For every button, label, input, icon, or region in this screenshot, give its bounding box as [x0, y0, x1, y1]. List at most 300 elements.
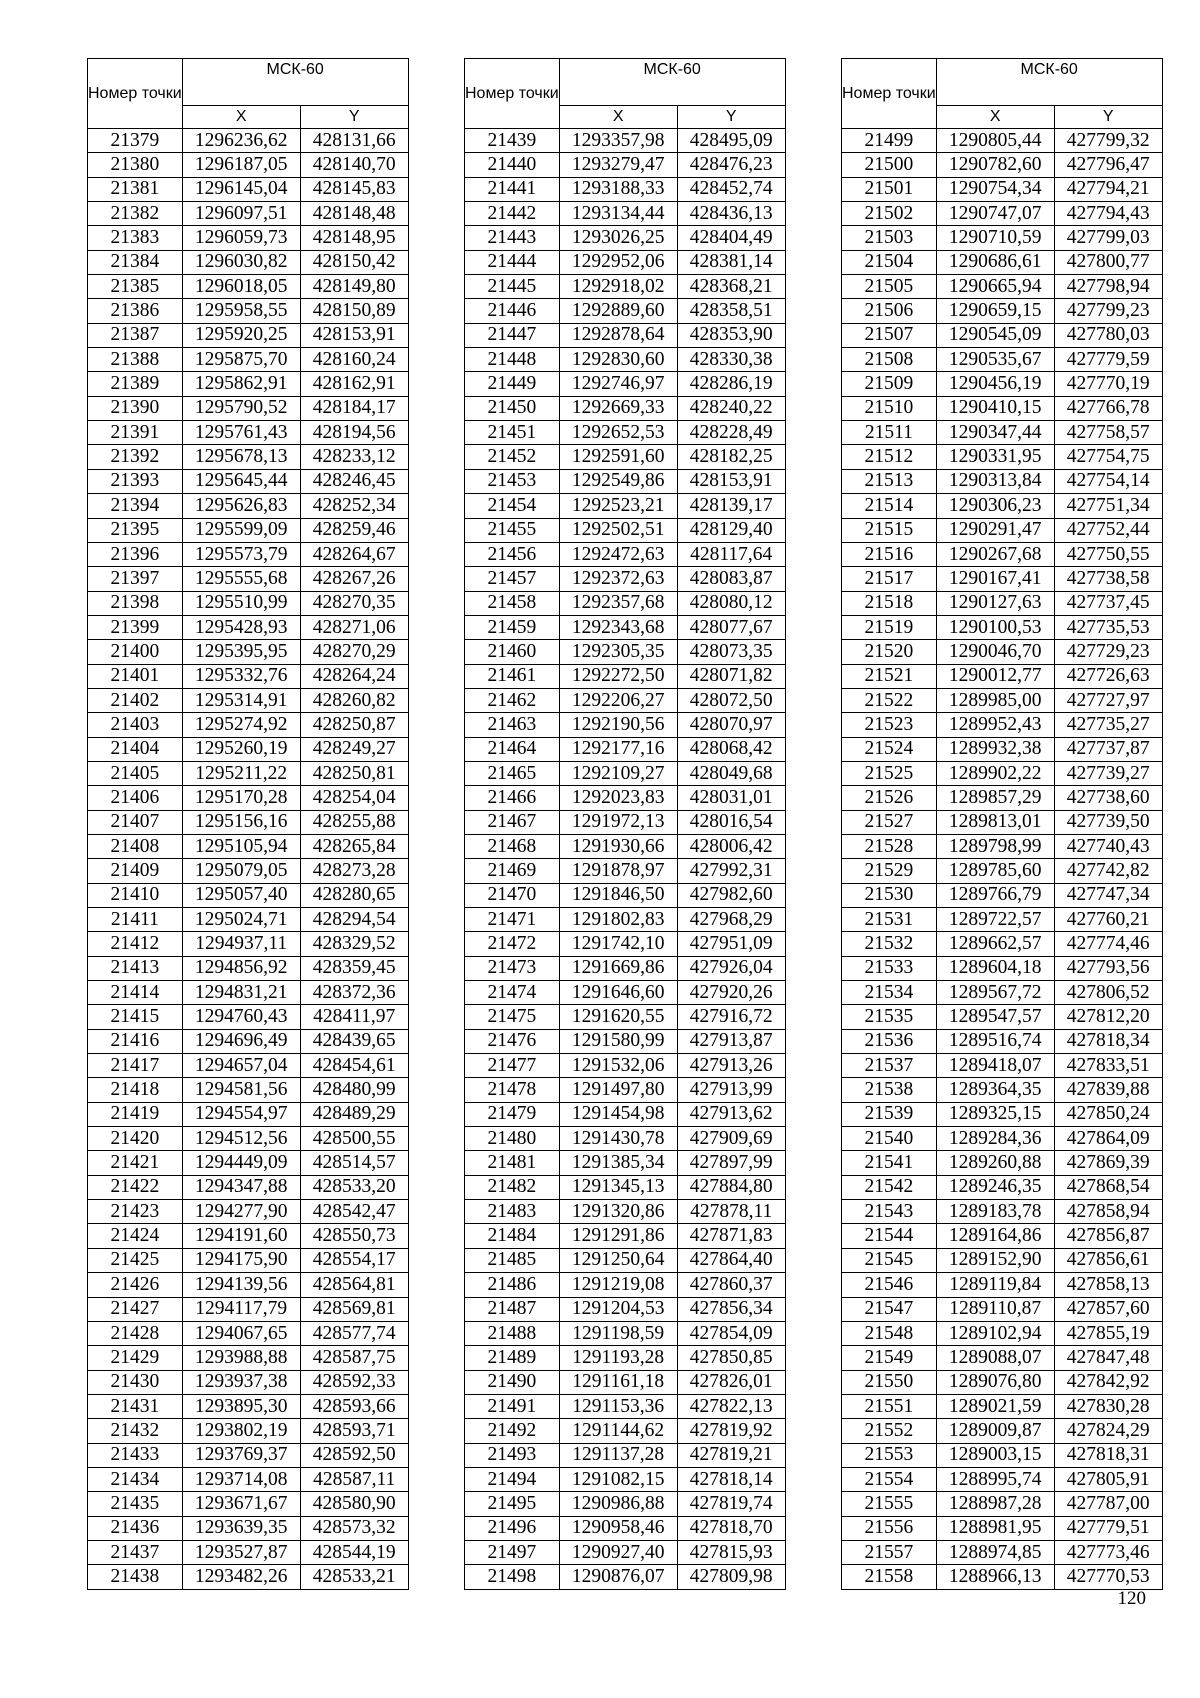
table-row — [842, 445, 1163, 469]
y-coordinate-cell: 428228,49 — [677, 421, 785, 445]
y-coordinate-cell: 428049,68 — [677, 761, 785, 785]
x-coordinate-cell: 1292343,68 — [559, 615, 677, 639]
point-number-cell: 21542 — [842, 1175, 937, 1199]
y-coordinate-cell: 427818,70 — [677, 1516, 785, 1540]
x-coordinate-cell: 1292109,27 — [559, 761, 677, 785]
table-row — [842, 421, 1163, 445]
y-coordinate-cell: 428544,19 — [300, 1540, 408, 1564]
x-coordinate-cell: 1295332,76 — [182, 664, 300, 688]
table-row — [88, 859, 409, 883]
y-coordinate-cell: 428592,33 — [300, 1370, 408, 1394]
point-number-cell: 21472 — [465, 932, 560, 956]
x-coordinate-cell: 1292889,60 — [559, 299, 677, 323]
point-number-cell: 21489 — [465, 1346, 560, 1370]
point-number-cell: 21486 — [465, 1273, 560, 1297]
point-number-cell: 21510 — [842, 396, 937, 420]
x-coordinate-cell: 1294067,65 — [182, 1321, 300, 1345]
point-number-cell: 21458 — [465, 591, 560, 615]
y-coordinate-cell: 427856,61 — [1054, 1248, 1162, 1272]
y-coordinate-cell: 427850,85 — [677, 1346, 785, 1370]
point-number-cell: 21434 — [88, 1467, 183, 1491]
point-number-cell: 21498 — [465, 1565, 560, 1589]
x-coordinate-cell: 1291345,13 — [559, 1175, 677, 1199]
point-number-cell: 21389 — [88, 372, 183, 396]
table-row — [842, 1297, 1163, 1321]
point-number-cell: 21497 — [465, 1540, 560, 1564]
y-coordinate-cell: 428542,47 — [300, 1200, 408, 1224]
y-coordinate-cell: 428139,17 — [677, 494, 785, 518]
y-coordinate-cell: 427850,24 — [1054, 1102, 1162, 1126]
table-row — [842, 372, 1163, 396]
table-row — [88, 518, 409, 542]
table-row — [465, 688, 786, 712]
table-row — [88, 1151, 409, 1175]
y-coordinate-cell: 428073,35 — [677, 640, 785, 664]
table-row — [88, 1419, 409, 1443]
x-coordinate-cell: 1289567,72 — [936, 981, 1054, 1005]
table-row — [88, 908, 409, 932]
x-coordinate-cell: 1294937,11 — [182, 932, 300, 956]
table-row — [88, 737, 409, 761]
x-coordinate-cell: 1291193,28 — [559, 1346, 677, 1370]
x-coordinate-cell: 1294760,43 — [182, 1005, 300, 1029]
point-number-cell: 21466 — [465, 786, 560, 810]
point-number-cell: 21409 — [88, 859, 183, 883]
point-number-cell: 21382 — [88, 202, 183, 226]
point-number-cell: 21520 — [842, 640, 937, 664]
y-coordinate-cell: 428233,12 — [300, 445, 408, 469]
x-coordinate-cell: 1289902,22 — [936, 761, 1054, 785]
x-coordinate-cell: 1291742,10 — [559, 932, 677, 956]
y-coordinate-cell: 428580,90 — [300, 1492, 408, 1516]
point-number-cell: 21411 — [88, 908, 183, 932]
y-coordinate-cell: 428495,09 — [677, 129, 785, 153]
y-coordinate-cell: 428006,42 — [677, 834, 785, 858]
table-row — [88, 1321, 409, 1345]
x-coordinate-cell: 1289364,35 — [936, 1078, 1054, 1102]
x-coordinate-cell: 1291153,36 — [559, 1394, 677, 1418]
y-coordinate-cell: 427818,31 — [1054, 1443, 1162, 1467]
y-coordinate-cell: 427735,53 — [1054, 615, 1162, 639]
table-row — [88, 226, 409, 250]
table-row — [842, 664, 1163, 688]
point-number-cell: 21474 — [465, 981, 560, 1005]
x-coordinate-cell: 1295599,09 — [182, 518, 300, 542]
y-coordinate-cell: 427842,92 — [1054, 1370, 1162, 1394]
table-row — [842, 1346, 1163, 1370]
table-row — [88, 761, 409, 785]
table-row — [842, 1516, 1163, 1540]
point-number-cell: 21468 — [465, 834, 560, 858]
point-number-cell: 21423 — [88, 1200, 183, 1224]
y-coordinate-cell: 427751,34 — [1054, 494, 1162, 518]
table-row — [465, 761, 786, 785]
point-number-cell: 21384 — [88, 250, 183, 274]
y-column-header: Y — [677, 105, 785, 128]
point-number-cell: 21402 — [88, 688, 183, 712]
x-coordinate-cell: 1290782,60 — [936, 153, 1054, 177]
table-row — [88, 1516, 409, 1540]
x-coordinate-cell: 1293895,30 — [182, 1394, 300, 1418]
x-coordinate-cell: 1294175,90 — [182, 1248, 300, 1272]
table-row — [88, 1102, 409, 1126]
table-row — [88, 323, 409, 347]
y-coordinate-cell: 427737,87 — [1054, 737, 1162, 761]
y-coordinate-cell: 427819,21 — [677, 1443, 785, 1467]
point-number-cell: 21505 — [842, 275, 937, 299]
point-number-cell: 21437 — [88, 1540, 183, 1564]
table-row — [88, 688, 409, 712]
table-row — [842, 1394, 1163, 1418]
table-row — [842, 1200, 1163, 1224]
y-coordinate-cell: 427758,57 — [1054, 421, 1162, 445]
point-number-cell: 21487 — [465, 1297, 560, 1321]
point-number-cell: 21387 — [88, 323, 183, 347]
table-row — [465, 153, 786, 177]
x-coordinate-cell: 1293639,35 — [182, 1516, 300, 1540]
table-row — [88, 956, 409, 980]
table-row — [465, 396, 786, 420]
y-coordinate-cell: 427824,29 — [1054, 1419, 1162, 1443]
point-number-cell: 21418 — [88, 1078, 183, 1102]
table-row — [465, 1102, 786, 1126]
x-coordinate-cell: 1296030,82 — [182, 250, 300, 274]
x-coordinate-cell: 1292372,63 — [559, 567, 677, 591]
y-coordinate-cell: 428564,81 — [300, 1273, 408, 1297]
y-coordinate-cell: 428150,42 — [300, 250, 408, 274]
y-coordinate-cell: 427968,29 — [677, 908, 785, 932]
x-coordinate-cell: 1295428,93 — [182, 615, 300, 639]
table-row — [88, 396, 409, 420]
point-number-cell: 21444 — [465, 250, 560, 274]
x-coordinate-cell: 1291669,86 — [559, 956, 677, 980]
y-coordinate-cell: 427798,94 — [1054, 275, 1162, 299]
point-number-cell: 21536 — [842, 1029, 937, 1053]
table-row — [842, 908, 1163, 932]
x-coordinate-cell: 1293026,25 — [559, 226, 677, 250]
point-number-cell: 21407 — [88, 810, 183, 834]
point-number-cell: 21506 — [842, 299, 937, 323]
table-row — [465, 932, 786, 956]
point-number-cell: 21499 — [842, 129, 937, 153]
y-coordinate-cell: 427747,34 — [1054, 883, 1162, 907]
y-coordinate-cell: 427864,09 — [1054, 1127, 1162, 1151]
point-number-cell: 21448 — [465, 348, 560, 372]
table-row — [465, 1151, 786, 1175]
table-row — [465, 956, 786, 980]
point-number-cell: 21483 — [465, 1200, 560, 1224]
x-coordinate-cell: 1296187,05 — [182, 153, 300, 177]
y-coordinate-cell: 427860,37 — [677, 1273, 785, 1297]
y-coordinate-cell: 428533,20 — [300, 1175, 408, 1199]
point-number-cell: 21414 — [88, 981, 183, 1005]
table-row — [842, 786, 1163, 810]
table-row — [88, 615, 409, 639]
point-number-cell: 21501 — [842, 177, 937, 201]
point-number-cell: 21522 — [842, 688, 937, 712]
table-row — [88, 591, 409, 615]
y-coordinate-cell: 427739,27 — [1054, 761, 1162, 785]
point-number-cell: 21496 — [465, 1516, 560, 1540]
y-coordinate-cell: 428587,11 — [300, 1467, 408, 1491]
table-row — [842, 981, 1163, 1005]
x-coordinate-cell: 1292190,56 — [559, 713, 677, 737]
point-number-cell: 21404 — [88, 737, 183, 761]
x-coordinate-cell: 1295920,25 — [182, 323, 300, 347]
x-coordinate-cell: 1291291,86 — [559, 1224, 677, 1248]
table-row — [465, 1443, 786, 1467]
table-row — [842, 883, 1163, 907]
table-row — [88, 1467, 409, 1491]
table-row — [842, 834, 1163, 858]
y-coordinate-cell: 428436,13 — [677, 202, 785, 226]
y-coordinate-cell: 428182,25 — [677, 445, 785, 469]
table-row — [88, 567, 409, 591]
point-number-cell: 21443 — [465, 226, 560, 250]
point-number-cell: 21401 — [88, 664, 183, 688]
x-coordinate-cell: 1293279,47 — [559, 153, 677, 177]
table-row — [465, 1516, 786, 1540]
point-number-cell: 21412 — [88, 932, 183, 956]
y-coordinate-cell: 428280,65 — [300, 883, 408, 907]
x-coordinate-cell: 1292206,27 — [559, 688, 677, 712]
x-coordinate-cell: 1296236,62 — [182, 129, 300, 153]
x-coordinate-cell: 1290754,34 — [936, 177, 1054, 201]
y-coordinate-cell: 428265,84 — [300, 834, 408, 858]
table-row — [465, 1321, 786, 1345]
table-row — [88, 1540, 409, 1564]
y-coordinate-cell: 427779,59 — [1054, 348, 1162, 372]
x-coordinate-cell: 1289003,15 — [936, 1443, 1054, 1467]
point-number-cell: 21379 — [88, 129, 183, 153]
coordinate-table-3 — [841, 58, 1163, 1590]
table-row — [465, 883, 786, 907]
x-coordinate-cell: 1289246,35 — [936, 1175, 1054, 1199]
x-coordinate-cell: 1292669,33 — [559, 396, 677, 420]
x-coordinate-cell: 1294831,21 — [182, 981, 300, 1005]
x-coordinate-cell: 1290665,94 — [936, 275, 1054, 299]
x-coordinate-cell: 1290456,19 — [936, 372, 1054, 396]
x-coordinate-cell: 1291385,34 — [559, 1151, 677, 1175]
x-coordinate-cell: 1294657,04 — [182, 1054, 300, 1078]
table-row — [88, 883, 409, 907]
y-coordinate-cell: 427897,99 — [677, 1151, 785, 1175]
y-coordinate-cell: 428533,21 — [300, 1565, 408, 1589]
y-coordinate-cell: 428149,80 — [300, 275, 408, 299]
point-number-cell: 21484 — [465, 1224, 560, 1248]
point-number-cell: 21490 — [465, 1370, 560, 1394]
x-coordinate-cell: 1289985,00 — [936, 688, 1054, 712]
point-number-cell: 21523 — [842, 713, 937, 737]
table-row — [465, 713, 786, 737]
table-row — [88, 786, 409, 810]
point-number-cell: 21440 — [465, 153, 560, 177]
table-row — [842, 1370, 1163, 1394]
table-row — [88, 713, 409, 737]
x-coordinate-cell: 1290100,53 — [936, 615, 1054, 639]
point-number-cell: 21518 — [842, 591, 937, 615]
x-coordinate-cell: 1289183,78 — [936, 1200, 1054, 1224]
x-coordinate-cell: 1289102,94 — [936, 1321, 1054, 1345]
y-coordinate-cell: 428329,52 — [300, 932, 408, 956]
y-coordinate-cell: 427766,78 — [1054, 396, 1162, 420]
point-number-cell: 21537 — [842, 1054, 937, 1078]
table-row — [88, 1005, 409, 1029]
y-coordinate-cell: 427818,14 — [677, 1467, 785, 1491]
y-coordinate-cell: 427819,74 — [677, 1492, 785, 1516]
x-coordinate-cell: 1289813,01 — [936, 810, 1054, 834]
point-number-cell: 21529 — [842, 859, 937, 883]
table-row — [465, 494, 786, 518]
table-row — [88, 469, 409, 493]
y-coordinate-cell: 428148,95 — [300, 226, 408, 250]
x-coordinate-cell: 1295314,91 — [182, 688, 300, 712]
table-row — [842, 348, 1163, 372]
point-number-cell: 21555 — [842, 1492, 937, 1516]
table-row — [842, 615, 1163, 639]
point-number-cell: 21461 — [465, 664, 560, 688]
x-coordinate-cell: 1291204,53 — [559, 1297, 677, 1321]
y-coordinate-cell: 428148,48 — [300, 202, 408, 226]
y-coordinate-cell: 427809,98 — [677, 1565, 785, 1589]
point-number-cell: 21503 — [842, 226, 937, 250]
point-number-cell: 21551 — [842, 1394, 937, 1418]
x-coordinate-cell: 1292549,86 — [559, 469, 677, 493]
table-row — [465, 1467, 786, 1491]
y-column-header: Y — [300, 105, 408, 128]
point-number-cell: 21469 — [465, 859, 560, 883]
point-number-cell: 21405 — [88, 761, 183, 785]
point-number-cell: 21442 — [465, 202, 560, 226]
point-number-cell: 21447 — [465, 323, 560, 347]
point-number-cell: 21558 — [842, 1565, 937, 1589]
y-coordinate-cell: 428255,88 — [300, 810, 408, 834]
point-number-cell: 21488 — [465, 1321, 560, 1345]
point-number-cell: 21473 — [465, 956, 560, 980]
x-coordinate-cell: 1292177,16 — [559, 737, 677, 761]
point-number-cell: 21399 — [88, 615, 183, 639]
y-coordinate-cell: 428439,65 — [300, 1029, 408, 1053]
table-row — [842, 1321, 1163, 1345]
table-row — [465, 323, 786, 347]
point-number-cell: 21424 — [88, 1224, 183, 1248]
table-row — [88, 1394, 409, 1418]
y-coordinate-cell: 427826,01 — [677, 1370, 785, 1394]
x-coordinate-cell: 1294554,97 — [182, 1102, 300, 1126]
table-row — [465, 1005, 786, 1029]
table-row — [88, 1127, 409, 1151]
x-coordinate-cell: 1290686,61 — [936, 250, 1054, 274]
point-number-cell: 21453 — [465, 469, 560, 493]
x-coordinate-cell: 1295395,95 — [182, 640, 300, 664]
x-coordinate-cell: 1288966,13 — [936, 1565, 1054, 1589]
y-coordinate-cell: 427726,63 — [1054, 664, 1162, 688]
y-coordinate-cell: 428162,91 — [300, 372, 408, 396]
table-row — [88, 202, 409, 226]
point-number-cell: 21507 — [842, 323, 937, 347]
x-coordinate-cell: 1288987,28 — [936, 1492, 1054, 1516]
table-row — [465, 591, 786, 615]
y-coordinate-cell: 427737,45 — [1054, 591, 1162, 615]
x-coordinate-cell: 1289932,38 — [936, 737, 1054, 761]
x-coordinate-cell: 1295156,16 — [182, 810, 300, 834]
y-coordinate-cell: 428500,55 — [300, 1127, 408, 1151]
y-coordinate-cell: 428569,81 — [300, 1297, 408, 1321]
table-row — [465, 445, 786, 469]
point-number-cell: 21557 — [842, 1540, 937, 1564]
x-coordinate-cell: 1290306,23 — [936, 494, 1054, 518]
point-number-cell: 21479 — [465, 1102, 560, 1126]
y-coordinate-cell: 428145,83 — [300, 177, 408, 201]
y-coordinate-cell: 427822,13 — [677, 1394, 785, 1418]
table-row — [465, 421, 786, 445]
point-number-cell: 21383 — [88, 226, 183, 250]
y-coordinate-cell: 427913,26 — [677, 1054, 785, 1078]
table-row — [88, 1370, 409, 1394]
point-number-cell: 21493 — [465, 1443, 560, 1467]
table-row — [465, 640, 786, 664]
x-coordinate-cell: 1294581,56 — [182, 1078, 300, 1102]
point-number-cell: 21546 — [842, 1273, 937, 1297]
table-row — [465, 737, 786, 761]
table-row — [465, 226, 786, 250]
y-coordinate-cell: 427740,43 — [1054, 834, 1162, 858]
x-coordinate-cell: 1294449,09 — [182, 1151, 300, 1175]
y-coordinate-cell: 428264,24 — [300, 664, 408, 688]
y-coordinate-cell: 428454,61 — [300, 1054, 408, 1078]
x-coordinate-cell: 1288995,74 — [936, 1467, 1054, 1491]
point-number-cell: 21394 — [88, 494, 183, 518]
point-number-cell: 21475 — [465, 1005, 560, 1029]
y-coordinate-cell: 427760,21 — [1054, 908, 1162, 932]
point-number-cell: 21494 — [465, 1467, 560, 1491]
point-number-cell: 21432 — [88, 1419, 183, 1443]
table-row — [88, 1029, 409, 1053]
x-coordinate-cell: 1294117,79 — [182, 1297, 300, 1321]
table-row — [465, 1540, 786, 1564]
y-coordinate-cell: 427774,46 — [1054, 932, 1162, 956]
x-coordinate-cell: 1293482,26 — [182, 1565, 300, 1589]
table-row — [465, 129, 786, 153]
point-number-cell: 21460 — [465, 640, 560, 664]
table-row — [88, 1175, 409, 1199]
y-coordinate-cell: 428194,56 — [300, 421, 408, 445]
x-coordinate-cell: 1294856,92 — [182, 956, 300, 980]
y-coordinate-cell: 427793,56 — [1054, 956, 1162, 980]
y-coordinate-cell: 427729,23 — [1054, 640, 1162, 664]
x-coordinate-cell: 1295105,94 — [182, 834, 300, 858]
table-row — [842, 1102, 1163, 1126]
table-row — [88, 299, 409, 323]
x-coordinate-cell: 1290347,44 — [936, 421, 1054, 445]
table-row — [88, 1078, 409, 1102]
point-number-cell: 21410 — [88, 883, 183, 907]
point-number-cell: 21385 — [88, 275, 183, 299]
x-coordinate-cell: 1296145,04 — [182, 177, 300, 201]
table-row — [465, 250, 786, 274]
point-number-cell: 21403 — [88, 713, 183, 737]
x-coordinate-cell: 1291250,64 — [559, 1248, 677, 1272]
point-number-cell: 21530 — [842, 883, 937, 907]
point-number-cell: 21408 — [88, 834, 183, 858]
point-number-cell: 21543 — [842, 1200, 937, 1224]
y-coordinate-cell: 427857,60 — [1054, 1297, 1162, 1321]
y-coordinate-cell: 428129,40 — [677, 518, 785, 542]
x-coordinate-cell: 1292652,53 — [559, 421, 677, 445]
point-number-cell: 21450 — [465, 396, 560, 420]
table-row — [88, 177, 409, 201]
point-number-cell: 21509 — [842, 372, 937, 396]
